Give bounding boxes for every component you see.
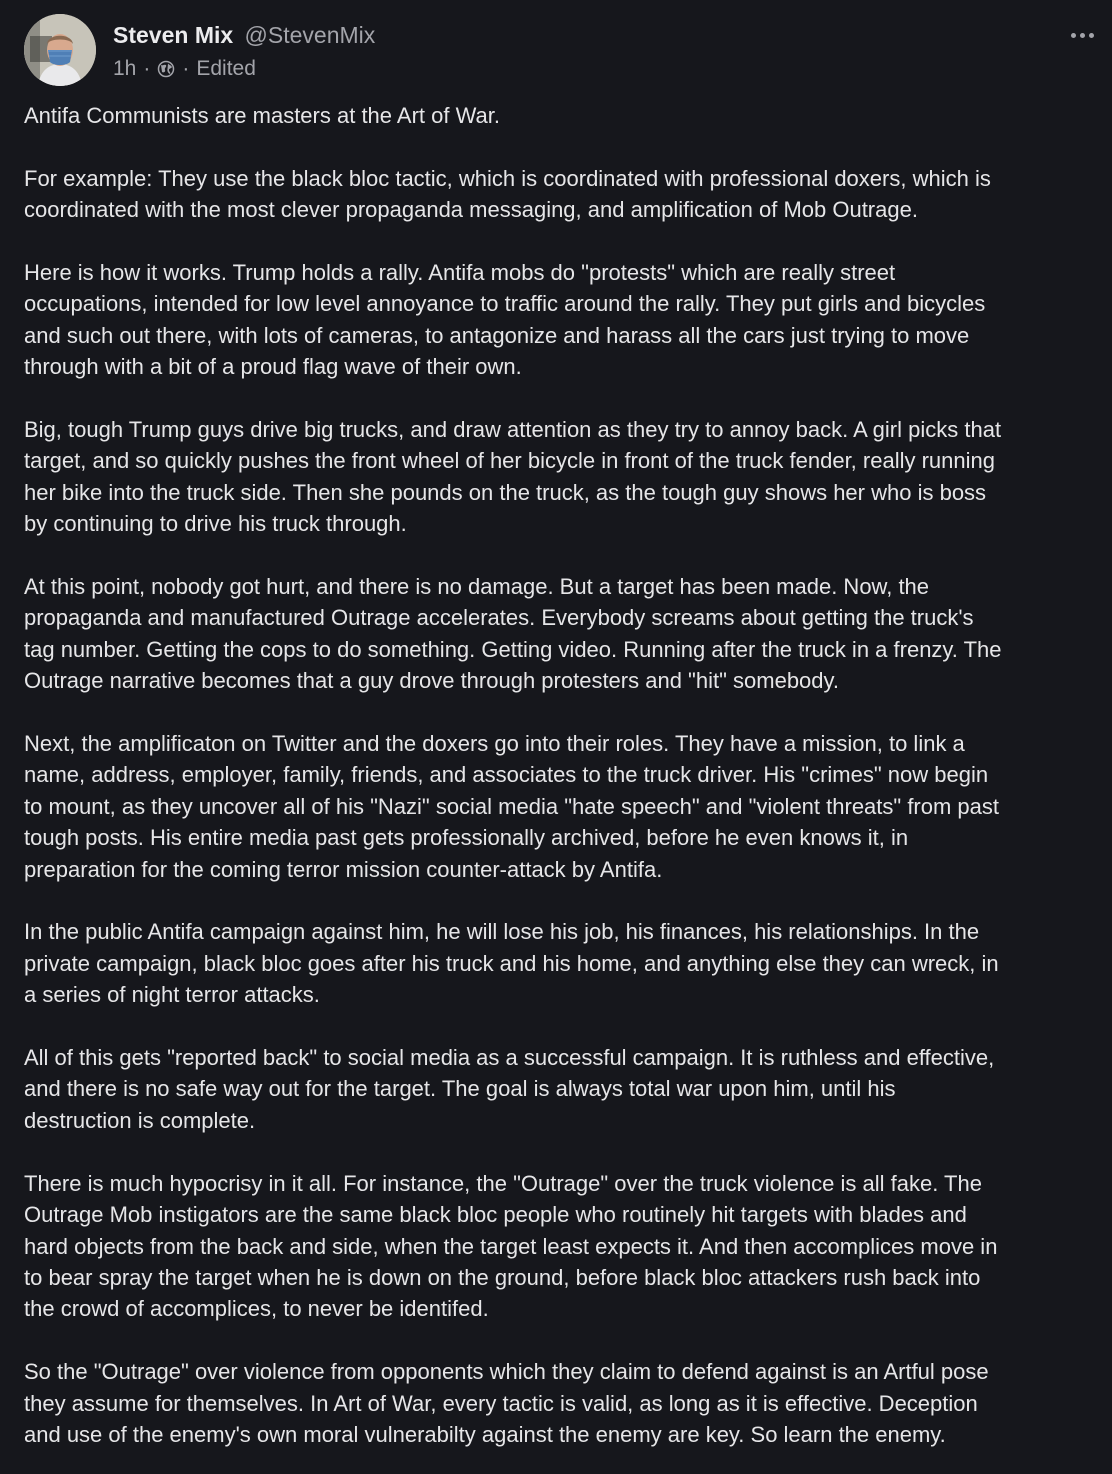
paragraph: For example: They use the black bloc tactic, which is coordinated with professional doxers, which is coordinated with the most clever propaganda messaging, and amplification of Mob Outrage. <box>24 165 991 223</box>
more-dot <box>1089 33 1094 38</box>
paragraph: Antifa Communists are masters at the Art of War. <box>24 103 501 128</box>
paragraph: So the "Outrage" over violence from opponents which they claim to defend against is an Artful pose they assume for themselves. In Art of War, every tactic is valid, as long as it is effective. Deception and use of the enemy's own moral vulnerabilty against the enemy are key. So learn the enemy. <box>24 1359 989 1447</box>
separator-dot: · <box>182 57 190 80</box>
paragraph: Here is how it works. Trump holds a rally. Antifa mobs do "protests" which are really street occupations, intended for low level annoyance to traffic around the rally. They put girls and bicycles and such out there, with lots of cameras, to antagonize and harass all the cars just trying to move through with a bit of a proud flag wave of their own. <box>24 260 986 380</box>
edited-label[interactable]: Edited <box>196 57 256 80</box>
name-line <box>113 22 375 48</box>
paragraph: All of this gets "reported back" to social media as a successful campaign. It is ruthless and effective, and there is no safe way out for the target. The goal is always total war upon him, until his destruction is complete. <box>24 1045 995 1133</box>
more-horizontal-icon <box>1071 33 1076 38</box>
paragraph: At this point, nobody got hurt, and there is no damage. But a target has been made. Now, the propaganda and manufactured Outrage accelerates. Everybody screams about getting the truck's tag number. Getting the cops to do something. Getting video. Running after the truck in a frenzy. The Outrage narrative becomes that a guy drove through protesters and "hit" somebody. <box>24 574 1002 694</box>
globe-icon <box>157 60 175 78</box>
separator-dot: · <box>143 57 151 80</box>
avatar-image <box>24 14 96 86</box>
author-handle[interactable]: @StevenMix <box>244 22 376 48</box>
avatar[interactable] <box>24 14 96 86</box>
more-dot <box>1080 33 1085 38</box>
paragraph: Next, the amplificaton on Twitter and the doxers go into their roles. They have a mission, to link a name, address, employer, family, friends, and associates to the truck driver. His "crimes" now begin to mount, as they uncover all of his "Nazi" social media "hate speech" and "violent threats" from past tough posts. His entire media past gets professionally archived, before he even knows it, in preparation for the coming terror mission counter-attack by Antifa. <box>24 731 1000 882</box>
post-meta <box>113 57 256 81</box>
post-body <box>24 100 1104 1450</box>
paragraph: Big, tough Trump guys drive big trucks, and draw attention as they try to annoy back. A girl picks that target, and so quickly pushes the front wheel of her bicycle in front of the truck fender, really running her bike into the truck side. Then she pounds on the truck, as the tough guy shows her who is boss by continuing to drive his truck through. <box>24 417 1002 537</box>
post-time[interactable]: 1h <box>113 57 137 80</box>
post-header <box>24 14 1094 86</box>
author-display-name[interactable]: Steven Mix <box>113 22 234 48</box>
paragraph: There is much hypocrisy in it all. For instance, the "Outrage" over the truck violence is all fake. The Outrage Mob instigators are the same black bloc people who routinely hit targets with blades and hard objects from the back and side, when the target least expects it. And then accomplices move in to bear spray the target when he is down on the ground, before black bloc attackers rush back into the crowd of accomplices, to never be identifed. <box>24 1170 998 1322</box>
more-options-button[interactable] <box>1054 20 1094 50</box>
paragraph: In the public Antifa campaign against him, he will lose his job, his finances, his relationships. In the private campaign, black bloc goes after his truck and his home, and anything else they can wreck, in a series of night terror attacks. <box>24 919 999 1008</box>
